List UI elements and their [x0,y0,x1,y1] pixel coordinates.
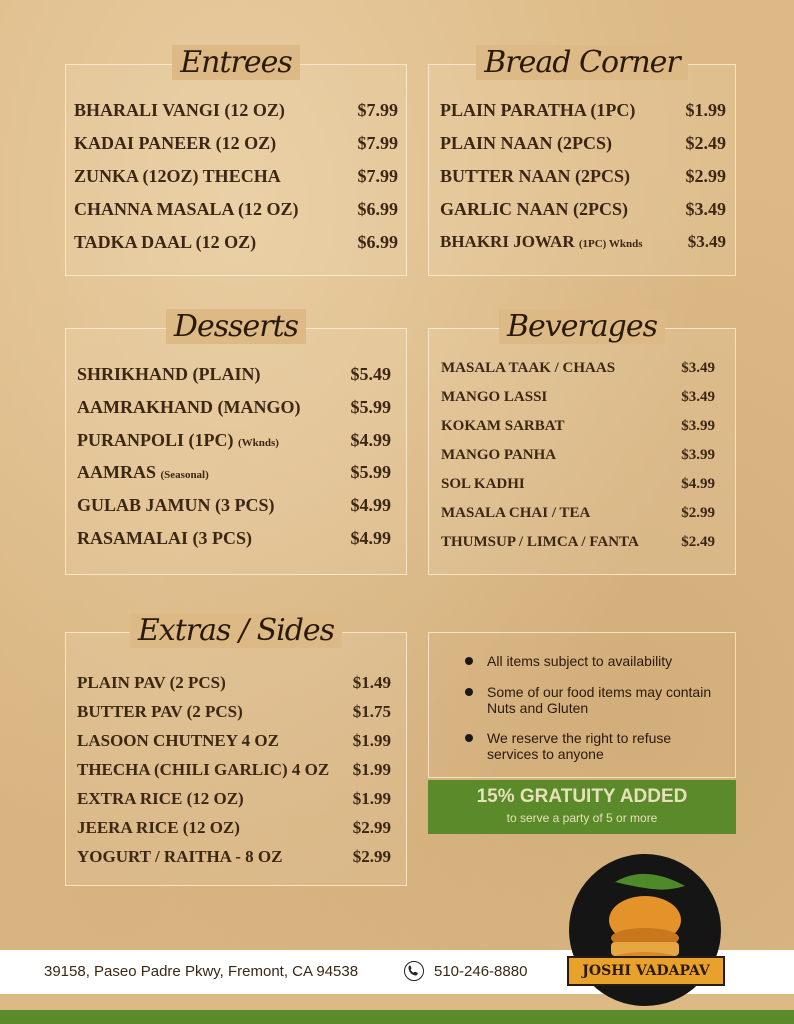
list-item: LASOON CHUTNEY 4 OZ $1.99 [77,731,391,750]
list-item: CHANNA MASALA (12 OZ) $6.99 [74,199,398,219]
list-item: PLAIN PAV (2 PCS) $1.49 [77,673,391,692]
address: 39158, Paseo Padre Pkwy, Fremont, CA 94538 [44,963,359,980]
list-item: BHARALI VANGI (12 OZ) $7.99 [74,100,398,120]
list-item: GARLIC NAAN (2PCS) $3.49 [440,199,726,219]
list-item: TADKA DAAL (12 OZ) $6.99 [74,232,398,252]
list-item: JEERA RICE (12 OZ) $2.99 [77,818,391,837]
bullet-icon [465,734,473,742]
list-item: ZUNKA (12OZ) THECHA $7.99 [74,166,398,186]
brand-logo [565,852,725,1012]
phone-icon [404,961,424,981]
list-item: SHRIKHAND (PLAIN) $5.49 [77,364,391,384]
list-item: BHAKRI JOWAR (1PC) Wknds $3.49 [440,232,726,251]
note-item: We reserve the right to refuse services to anyone [487,730,725,762]
notes-box [428,632,736,778]
list-item: GULAB JAMUN (3 PCS) $4.99 [77,495,391,515]
desserts-title: Desserts [66,309,406,344]
list-item: AAMRAKHAND (MANGO) $5.99 [77,397,391,417]
list-item: PLAIN PARATHA (1PC) $1.99 [440,100,726,120]
list-item: BUTTER NAAN (2PCS) $2.99 [440,166,726,186]
vadapav-logo-icon [565,852,725,1012]
beverages-title: Beverages [429,309,735,344]
gratuity-subtext: to serve a party of 5 or more [506,811,658,825]
gratuity-banner [428,780,736,834]
list-item: SOL KADHI $4.99 [441,476,715,492]
list-item: AAMRAS (Seasonal) $5.99 [77,462,391,482]
list-item: MASALA TAAK / CHAAS $3.49 [441,360,715,376]
list-item: THUMSUP / LIMCA / FANTA $2.49 [441,534,715,550]
brand-name-ribbon [567,956,725,986]
bullet-icon [465,657,473,665]
list-item: MANGO PANHA $3.99 [441,447,715,463]
list-item: BUTTER PAV (2 PCS) $1.75 [77,702,391,721]
phone-number: 510-246-8880 [434,963,528,980]
bread-title: Bread Corner [429,45,735,80]
gratuity-headline: 15% GRATUITY ADDED [476,786,688,807]
list-item: THECHA (CHILI GARLIC) 4 OZ $1.99 [77,760,391,779]
list-item: RASAMALAI (3 PCS) $4.99 [77,528,391,548]
list-item: YOGURT / RAITHA - 8 OZ $2.99 [77,847,391,866]
list-item: MANGO LASSI $3.49 [441,389,715,405]
brand-name: JOSHI VADAPAV [582,963,710,979]
note-item: Some of our food items may contain Nuts and Gluten [487,684,725,716]
list-item: KOKAM SARBAT $3.99 [441,418,715,434]
entrees-title: Entrees [66,45,406,80]
footer-green-line [0,1010,794,1024]
bullet-icon [465,688,473,696]
list-item: PURANPOLI (1PC) (Wknds) $4.99 [77,430,391,450]
list-item: KADAI PANEER (12 OZ) $7.99 [74,133,398,153]
list-item: EXTRA RICE (12 OZ) $1.99 [77,789,391,808]
extras-title: Extras / Sides [66,613,406,648]
list-item: PLAIN NAAN (2PCS) $2.49 [440,133,726,153]
note-item: All items subject to availability [487,653,725,669]
list-item: MASALA CHAI / TEA $2.99 [441,505,715,521]
